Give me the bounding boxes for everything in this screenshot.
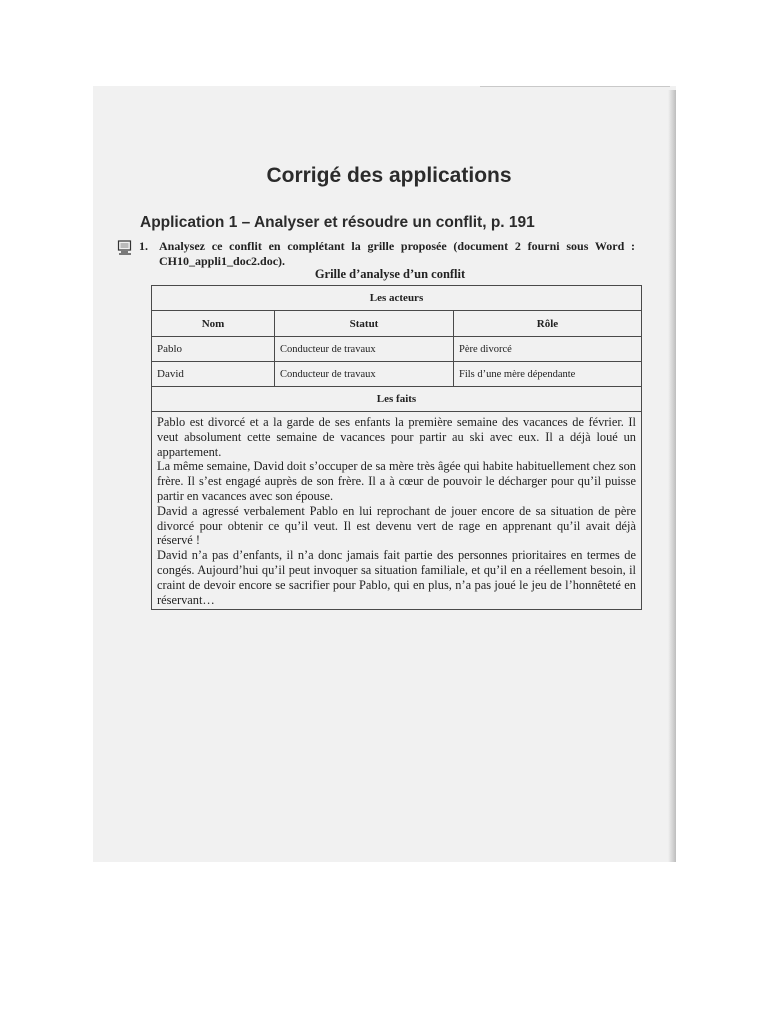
grid-caption: Grille d’analyse d’un conflit — [314, 267, 466, 281]
cell-role: Père divorcé — [454, 337, 642, 362]
question-text: Analysez ce conflit en complétant la grille proposée (document 2 fourni sous Word : CH10_appli1_doc2.doc). — [159, 239, 635, 268]
fact-paragraph: David a agressé verbalement Pablo en lui reprochant de jouer encore de sa situation de père divorcé pour obtenir ce qu’il veut. Il est devenu vert de rage en apprenant qu’il avait déjà réservé ! — [157, 503, 636, 548]
column-header-nom: Nom — [152, 311, 275, 337]
column-header-statut: Statut — [275, 311, 454, 337]
computer-file-icon — [117, 240, 134, 256]
table-row — [152, 337, 642, 362]
page-title: Corrigé des applications — [266, 164, 512, 187]
facts-cell — [152, 412, 642, 610]
cell-nom: David — [152, 362, 275, 387]
application-heading: Application 1 – Analyser et résoudre un conflit, p. 191 — [140, 214, 535, 231]
scan-edge-line — [480, 86, 670, 87]
cell-statut: Conducteur de travaux — [275, 337, 454, 362]
column-header-role: Rôle — [454, 311, 642, 337]
table-row — [152, 362, 642, 387]
question-number: 1. — [139, 239, 148, 253]
cell-nom: Pablo — [152, 337, 275, 362]
cell-statut: Conducteur de travaux — [275, 362, 454, 387]
fact-paragraph: La même semaine, David doit s’occuper de sa mère très âgée qui habite habituellement chez son frère. Il s’est engagé auprès de son frère. Il a à cœur de pouvoir le décharger pour qu’il puisse partir en vacances avec son épouse. — [157, 459, 636, 503]
cell-role: Fils d’une mère dépendante — [454, 362, 642, 387]
page-edge-shadow — [668, 90, 676, 862]
conflict-analysis-grid — [151, 285, 642, 610]
fact-paragraph: Pablo est divorcé et a la garde de ses enfants la première semaine des vacances de février. Il veut absolument cette semaine de vacances pour partir au ski avec eux. Il a déjà loué un appartement. — [157, 415, 636, 459]
facts-header: Les faits — [152, 387, 642, 412]
actors-header: Les acteurs — [152, 286, 642, 311]
fact-paragraph: David n’a pas d’enfants, il n’a donc jamais fait partie des personnes prioritaires en termes de congés. Aujourd’hui qu’il peut invoquer sa situation familiale, et qu’il en a réellement besoin, il craint de devoir encore se sacrifier pour Pablo, qui en plus, n’a pas joué le jeu de l’honnêteté en réservant… — [157, 548, 636, 607]
